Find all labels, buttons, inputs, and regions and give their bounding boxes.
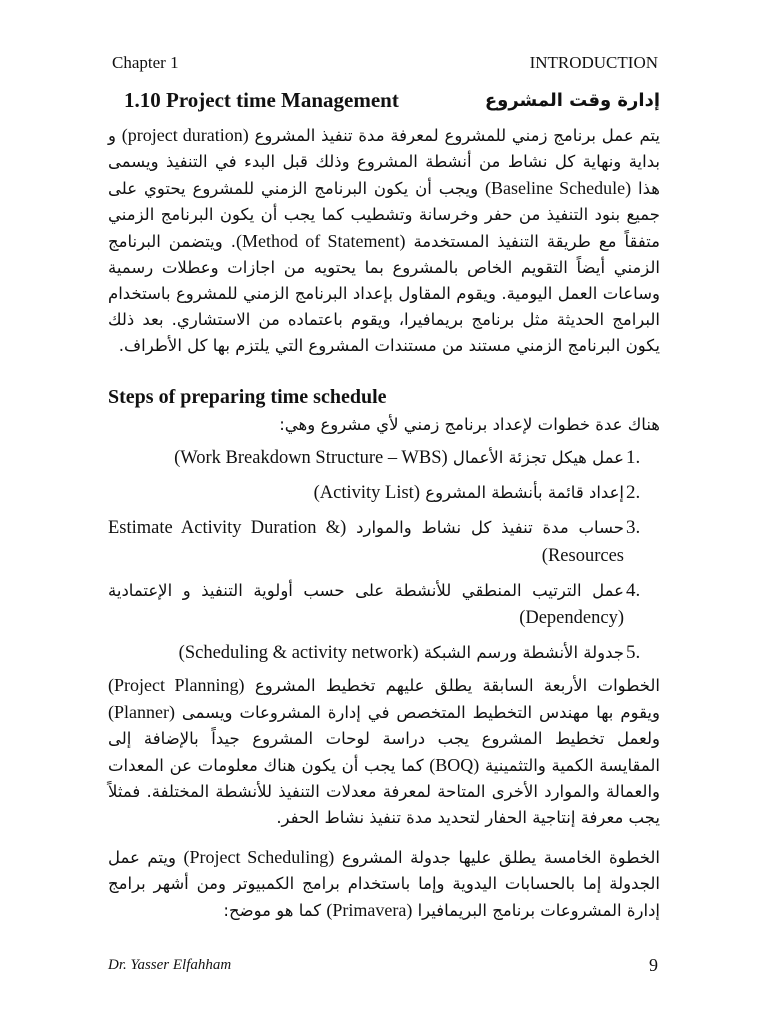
list-item: .4 عمل الترتيب المنطقي للأنشطة على حسب أولوية التنفيذ و الإعتمادية (Dependency) (108, 577, 660, 632)
scheduling-paragraph: الخطوة الخامسة يطلق عليها جدولة المشروع (Project Scheduling) ويتم عمل الجدولة إما بالحسابات اليدوية وإما باستخدام برامج الكمبيوتر ومن أشهر برامج إدارة المشروعات برنامج البريمافيرا (Primavera) كما هو موضح: (108, 847, 660, 920)
author-name: Dr. Yasser Elfahham (108, 956, 232, 973)
steps-heading: Steps of preparing time schedule (108, 386, 387, 408)
running-header (112, 50, 658, 76)
chapter-label: Chapter 1 (112, 53, 179, 72)
page-number: 9 (649, 954, 658, 975)
section-title-arabic: إدارة وقت المشروع (484, 89, 660, 111)
list-item: .2 إعداد قائمة بأنشطة المشروع (Activity List) (108, 479, 660, 507)
list-item: .5 جدولة الأنشطة ورسم الشبكة (Scheduling & activity network) (108, 639, 660, 667)
term-project-duration: (project duration) (121, 125, 249, 145)
list-item: .1 عمل هيكل تجزئة الأعمال (Work Breakdown Structure – WBS) (108, 444, 660, 472)
section-heading (112, 84, 660, 116)
step-number: .1 (626, 447, 641, 468)
term-planner: (Planner) (108, 702, 175, 722)
term-primavera: (Primavera) (326, 900, 413, 920)
section-title-english: 1.10 Project time Management (124, 87, 399, 112)
steps-intro: هناك عدة خطوات لإعداد برنامج زمني لأي مشروع وهي: (279, 415, 660, 434)
planning-paragraph: الخطوات الأربعة السابقة يطلق عليهم تخطيط المشروع (Project Planning) ويقوم بها مهندس التخطيط المتخصص في إدارة المشروعات ويسمى (Planner) ولعمل تخطيط المشروع يجب دراسة لوحات المشروع جيداً بالإضافة إلى المقايسة الكمية والتثمينية (BOQ) كما يجب أن يكون هناك معلومات عن المعدات والعمالة والموارد الأخرى المتاحة لمعرفة معدلات التنفيذ للأنشطة المختلفة. فمثلاً يجب معرفة إنتاجية الحفار لتحديد مدة تنفيذ نشاط الحفر. (108, 675, 660, 827)
steps-list (108, 444, 660, 674)
list-item: .3 حساب مدة تنفيذ كل نشاط والموارد (Estimate Activity Duration & Resources) (108, 514, 660, 570)
term-boq: (BOQ) (429, 755, 480, 775)
step-number: .5 (626, 642, 641, 663)
term-project-scheduling: (Project Scheduling) (183, 847, 335, 867)
step-number: .4 (626, 580, 641, 601)
term-baseline-schedule: (Baseline Schedule) (485, 178, 632, 198)
term-project-planning: (Project Planning) (108, 675, 245, 695)
section-label: INTRODUCTION (529, 53, 658, 72)
term-method-of-statement: (Method of Statement) (235, 231, 406, 251)
step-number: .3 (626, 517, 641, 538)
page-footer (108, 952, 658, 978)
intro-paragraph: يتم عمل برنامج زمني للمشروع لمعرفة مدة تنفيذ المشروع (project duration) و بداية ونهاية كل نشاط من أنشطة المشروع وذلك قبل البدء في التنفيذ ويسمى هذا (Baseline Schedule) ويجب أن يكون البرنامج الزمني للمشروع يحتوي على جميع بنود التنفيذ من حفر وخرسانة وتشطيب كما يجب أن يكون البرنامج الزمني متفقاً مع طريقة التنفيذ المستخدمة (Method of Statement). ويتضمن البرنامج الزمني أيضاً التقويم الخاص بالمشروع بما يحتويه من اجازات وعطلات رسمية وساعات العمل اليومية. ويقوم المقاول بإعداد البرنامج الزمني للمشروع باستخدام البرامج الحديثة مثل برنامج بريمافيرا، ويقوم باعتماده من الاستشاري. بعد ذلك يكون البرنامج الزمني مستند من مستندات المشروع التي يلتزم بها كل الأطراف. (108, 125, 661, 355)
step-number: .2 (626, 482, 641, 503)
